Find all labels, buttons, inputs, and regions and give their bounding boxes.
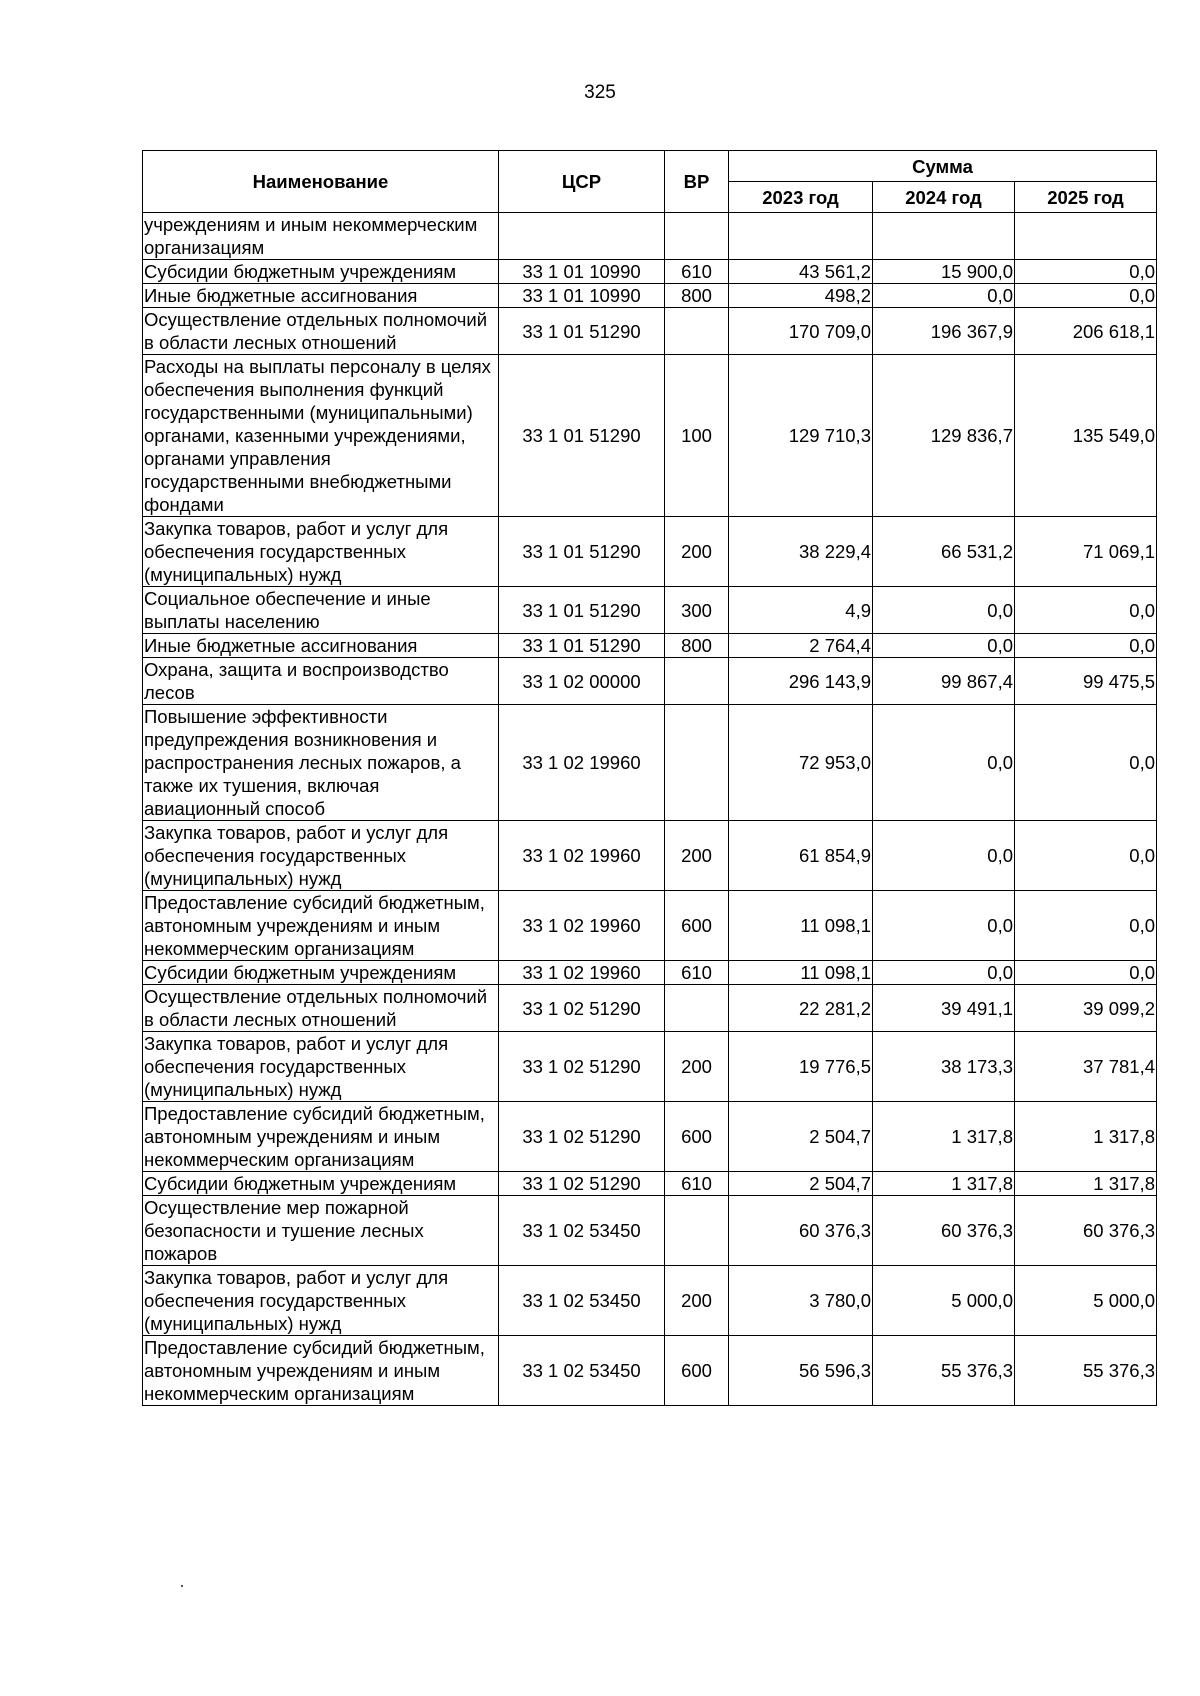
- header-year-2023: 2023 год: [729, 182, 873, 213]
- cell-2024: 129 836,7: [873, 355, 1015, 517]
- cell-name: Осуществление отдельных полномочий в области лесных отношений: [143, 308, 499, 355]
- cell-name: Субсидии бюджетным учреждениям: [143, 1172, 499, 1196]
- table-row: [143, 1032, 1157, 1102]
- cell-2023: 3 780,0: [729, 1266, 873, 1336]
- cell-vr: 200: [665, 1032, 729, 1102]
- cell-2024: 66 531,2: [873, 517, 1015, 587]
- cell-csr: 33 1 02 51290: [499, 985, 665, 1032]
- cell-vr: 600: [665, 891, 729, 961]
- cell-name: Повышение эффективности предупреждения возникновения и распространения лесных пожаров, а также их тушения, включая авиационный способ: [143, 705, 499, 821]
- table-row: [143, 1266, 1157, 1336]
- cell-vr: [665, 213, 729, 260]
- cell-csr: 33 1 02 51290: [499, 1172, 665, 1196]
- table-row: [143, 1102, 1157, 1172]
- cell-2023: 11 098,1: [729, 961, 873, 985]
- table-row: [143, 821, 1157, 891]
- table-row: [143, 1336, 1157, 1406]
- cell-csr: 33 1 01 51290: [499, 355, 665, 517]
- cell-2025: 0,0: [1015, 587, 1157, 634]
- table-row: [143, 705, 1157, 821]
- cell-2025: 0,0: [1015, 284, 1157, 308]
- cell-2025: 37 781,4: [1015, 1032, 1157, 1102]
- cell-2023: 72 953,0: [729, 705, 873, 821]
- cell-vr: [665, 985, 729, 1032]
- table-row: [143, 517, 1157, 587]
- cell-name: учреждениям и иным некоммерческим организациям: [143, 213, 499, 260]
- cell-name: Закупка товаров, работ и услуг для обеспечения государственных (муниципальных) нужд: [143, 1266, 499, 1336]
- cell-2023: 61 854,9: [729, 821, 873, 891]
- cell-2024: 0,0: [873, 634, 1015, 658]
- header-sum: Сумма: [729, 151, 1157, 182]
- table-row: [143, 260, 1157, 284]
- cell-vr: 600: [665, 1336, 729, 1406]
- table-row: [143, 961, 1157, 985]
- budget-table-container: [142, 150, 1156, 1406]
- cell-name: Предоставление субсидий бюджетным, автономным учреждениям и иным некоммерческим организациям: [143, 891, 499, 961]
- cell-csr: 33 1 02 51290: [499, 1102, 665, 1172]
- cell-vr: 300: [665, 587, 729, 634]
- cell-name: Охрана, защита и воспроизводство лесов: [143, 658, 499, 705]
- cell-2024: 99 867,4: [873, 658, 1015, 705]
- cell-name: Расходы на выплаты персоналу в целях обеспечения выполнения функций государственными (муниципальными) органами, казенными учреждениями, органами управления государственными внебюджетными фондами: [143, 355, 499, 517]
- cell-2023: 22 281,2: [729, 985, 873, 1032]
- cell-2024: 1 317,8: [873, 1172, 1015, 1196]
- cell-csr: 33 1 02 51290: [499, 1032, 665, 1102]
- cell-vr: 200: [665, 821, 729, 891]
- cell-2023: 19 776,5: [729, 1032, 873, 1102]
- cell-2025: 0,0: [1015, 891, 1157, 961]
- cell-2025: 0,0: [1015, 260, 1157, 284]
- header-row-1: [143, 151, 1157, 182]
- cell-2024: 1 317,8: [873, 1102, 1015, 1172]
- cell-csr: 33 1 02 53450: [499, 1196, 665, 1266]
- table-row: [143, 355, 1157, 517]
- cell-vr: [665, 658, 729, 705]
- cell-2024: 55 376,3: [873, 1336, 1015, 1406]
- cell-name: Закупка товаров, работ и услуг для обеспечения государственных (муниципальных) нужд: [143, 821, 499, 891]
- cell-2023: 4,9: [729, 587, 873, 634]
- header-name: Наименование: [143, 151, 499, 213]
- cell-name: Субсидии бюджетным учреждениям: [143, 260, 499, 284]
- cell-2024: 0,0: [873, 284, 1015, 308]
- cell-2024: 0,0: [873, 961, 1015, 985]
- header-csr: ЦСР: [499, 151, 665, 213]
- cell-vr: 100: [665, 355, 729, 517]
- cell-2024: 60 376,3: [873, 1196, 1015, 1266]
- cell-2023: 60 376,3: [729, 1196, 873, 1266]
- cell-2025: 206 618,1: [1015, 308, 1157, 355]
- cell-2025: 55 376,3: [1015, 1336, 1157, 1406]
- table-row: [143, 308, 1157, 355]
- cell-name: Иные бюджетные ассигнования: [143, 284, 499, 308]
- cell-2023: 296 143,9: [729, 658, 873, 705]
- cell-2023: 170 709,0: [729, 308, 873, 355]
- cell-name: Осуществление отдельных полномочий в области лесных отношений: [143, 985, 499, 1032]
- cell-2024: 0,0: [873, 705, 1015, 821]
- cell-2023: 43 561,2: [729, 260, 873, 284]
- cell-name: Закупка товаров, работ и услуг для обеспечения государственных (муниципальных) нужд: [143, 517, 499, 587]
- cell-2023: 56 596,3: [729, 1336, 873, 1406]
- cell-2025: 0,0: [1015, 705, 1157, 821]
- cell-csr: 33 1 02 19960: [499, 821, 665, 891]
- cell-vr: 200: [665, 1266, 729, 1336]
- table-row: [143, 284, 1157, 308]
- cell-name: Субсидии бюджетным учреждениям: [143, 961, 499, 985]
- budget-table: [142, 150, 1157, 1406]
- cell-csr: 33 1 01 51290: [499, 587, 665, 634]
- cell-csr: 33 1 02 53450: [499, 1266, 665, 1336]
- cell-2024: 0,0: [873, 891, 1015, 961]
- cell-name: Осуществление мер пожарной безопасности и тушение лесных пожаров: [143, 1196, 499, 1266]
- cell-vr: 800: [665, 284, 729, 308]
- cell-2025: [1015, 213, 1157, 260]
- cell-csr: 33 1 01 51290: [499, 308, 665, 355]
- cell-2023: 2 504,7: [729, 1172, 873, 1196]
- cell-vr: [665, 1196, 729, 1266]
- table-row: [143, 891, 1157, 961]
- cell-csr: 33 1 02 00000: [499, 658, 665, 705]
- cell-name: Предоставление субсидий бюджетным, автономным учреждениям и иным некоммерческим организациям: [143, 1102, 499, 1172]
- cell-2025: 0,0: [1015, 634, 1157, 658]
- cell-2023: 129 710,3: [729, 355, 873, 517]
- cell-2024: 38 173,3: [873, 1032, 1015, 1102]
- cell-csr: 33 1 02 19960: [499, 891, 665, 961]
- table-row: [143, 213, 1157, 260]
- cell-vr: 600: [665, 1102, 729, 1172]
- cell-2024: [873, 213, 1015, 260]
- cell-vr: 610: [665, 1172, 729, 1196]
- cell-csr: [499, 213, 665, 260]
- cell-csr: 33 1 02 19960: [499, 705, 665, 821]
- cell-2024: 0,0: [873, 821, 1015, 891]
- cell-csr: 33 1 01 51290: [499, 634, 665, 658]
- cell-2025: 71 069,1: [1015, 517, 1157, 587]
- cell-2024: 5 000,0: [873, 1266, 1015, 1336]
- page-number: 325: [584, 82, 616, 103]
- cell-2024: 0,0: [873, 587, 1015, 634]
- header-vr: ВР: [665, 151, 729, 213]
- cell-2023: [729, 213, 873, 260]
- cell-csr: 33 1 01 10990: [499, 284, 665, 308]
- cell-2025: 1 317,8: [1015, 1172, 1157, 1196]
- cell-2025: 0,0: [1015, 961, 1157, 985]
- header-year-2024: 2024 год: [873, 182, 1015, 213]
- cell-name: Предоставление субсидий бюджетным, автономным учреждениям и иным некоммерческим организациям: [143, 1336, 499, 1406]
- cell-csr: 33 1 02 53450: [499, 1336, 665, 1406]
- cell-vr: 800: [665, 634, 729, 658]
- cell-csr: 33 1 01 10990: [499, 260, 665, 284]
- cell-csr: 33 1 02 19960: [499, 961, 665, 985]
- cell-2025: 39 099,2: [1015, 985, 1157, 1032]
- cell-2023: 498,2: [729, 284, 873, 308]
- cell-2025: 1 317,8: [1015, 1102, 1157, 1172]
- cell-2025: 0,0: [1015, 821, 1157, 891]
- table-row: [143, 985, 1157, 1032]
- cell-vr: [665, 705, 729, 821]
- cell-name: Социальное обеспечение и иные выплаты населению: [143, 587, 499, 634]
- table-row: [143, 658, 1157, 705]
- cell-2024: 15 900,0: [873, 260, 1015, 284]
- cell-name: Иные бюджетные ассигнования: [143, 634, 499, 658]
- cell-2024: 196 367,9: [873, 308, 1015, 355]
- cell-vr: [665, 308, 729, 355]
- table-row: [143, 634, 1157, 658]
- cell-vr: 610: [665, 260, 729, 284]
- cell-2023: 38 229,4: [729, 517, 873, 587]
- cell-2023: 2 764,4: [729, 634, 873, 658]
- cell-vr: 200: [665, 517, 729, 587]
- cell-2023: 2 504,7: [729, 1102, 873, 1172]
- table-row: [143, 1172, 1157, 1196]
- cell-2024: 39 491,1: [873, 985, 1015, 1032]
- cell-2025: 60 376,3: [1015, 1196, 1157, 1266]
- table-body: [143, 213, 1157, 1406]
- table-row: [143, 587, 1157, 634]
- cell-vr: 610: [665, 961, 729, 985]
- cell-2025: 99 475,5: [1015, 658, 1157, 705]
- cell-2025: 135 549,0: [1015, 355, 1157, 517]
- header-year-2025: 2025 год: [1015, 182, 1157, 213]
- cell-2025: 5 000,0: [1015, 1266, 1157, 1336]
- table-row: [143, 1196, 1157, 1266]
- stray-dot: [181, 1585, 183, 1587]
- cell-name: Закупка товаров, работ и услуг для обеспечения государственных (муниципальных) нужд: [143, 1032, 499, 1102]
- cell-2023: 11 098,1: [729, 891, 873, 961]
- cell-csr: 33 1 01 51290: [499, 517, 665, 587]
